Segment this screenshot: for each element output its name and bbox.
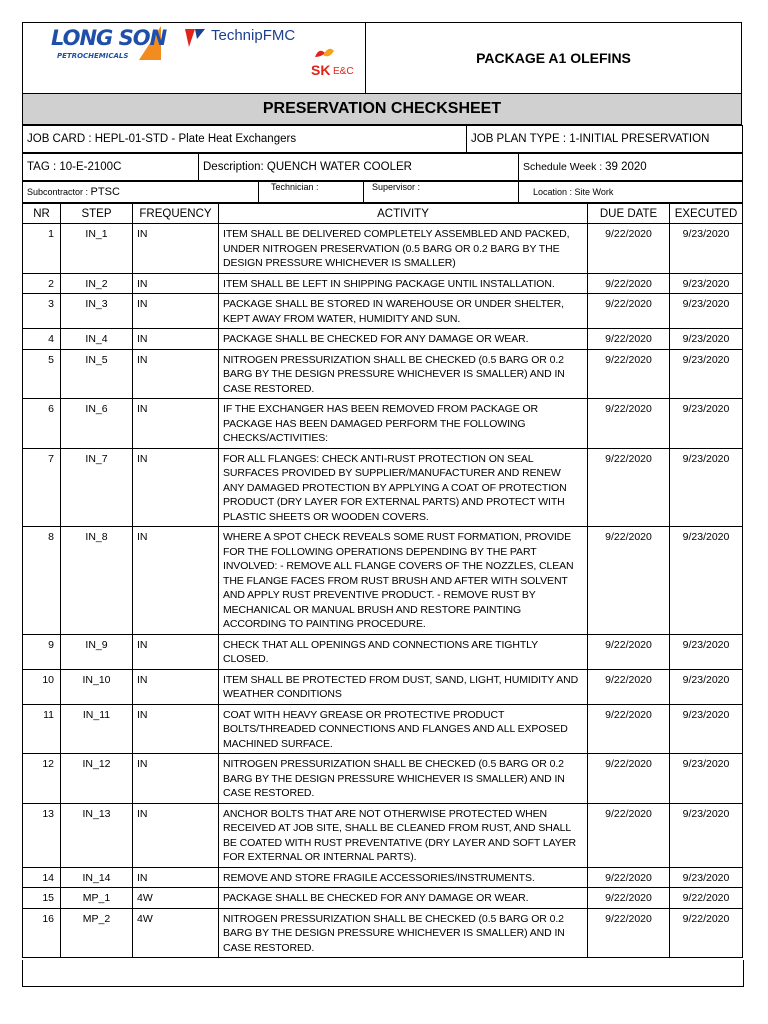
row-activity: NITROGEN PRESSURIZATION SHALL BE CHECKED (0.5 BARG OR 0.2 BARG BY THE DESIGN PRESSURE WHICHEVER IS SMALLER) AND IN CASE RESTORED. — [219, 908, 588, 958]
row-due-date: 9/22/2020 — [588, 754, 670, 804]
row-activity: ANCHOR BOLTS THAT ARE NOT OTHERWISE PROTECTED WHEN RECEIVED AT JOB SITE, SHALL BE CLEANED FROM RUST, AND SHALL BE COATED WITH RUST PREVENTATIVE (DRY LAYER AND SOFT LAYER FOR EXTERNAL OR INTERNAL PARTS). — [219, 803, 588, 867]
row-nr: 3 — [23, 294, 61, 329]
location-field: Location : Site Work — [519, 182, 743, 203]
technipfmc-mark-icon — [183, 25, 209, 49]
row-nr: 13 — [23, 803, 61, 867]
table-row — [23, 527, 743, 635]
row-step: IN_6 — [61, 399, 133, 449]
row-due-date: 9/22/2020 — [588, 329, 670, 350]
row-activity: ITEM SHALL BE LEFT IN SHIPPING PACKAGE UNTIL INSTALLATION. — [219, 273, 588, 294]
table-row — [23, 754, 743, 804]
row-due-date: 9/22/2020 — [588, 888, 670, 909]
row-step: IN_10 — [61, 669, 133, 704]
technipfmc-logo — [183, 25, 343, 49]
table-row — [23, 908, 743, 958]
sheet-header — [22, 22, 742, 93]
row-nr: 15 — [23, 888, 61, 909]
blank-footer-row — [22, 960, 744, 987]
row-executed: 9/23/2020 — [670, 294, 743, 329]
row-step: IN_11 — [61, 704, 133, 754]
row-nr: 5 — [23, 349, 61, 399]
row-frequency: IN — [133, 803, 219, 867]
subcontractor-label: Subcontractor : — [27, 187, 91, 197]
row-due-date: 9/22/2020 — [588, 908, 670, 958]
col-nr: NR — [23, 204, 61, 224]
table-row — [23, 294, 743, 329]
col-due-date: DUE DATE — [588, 204, 670, 224]
table-row — [23, 867, 743, 888]
row-due-date: 9/22/2020 — [588, 867, 670, 888]
table-row — [23, 399, 743, 449]
row-executed: 9/23/2020 — [670, 704, 743, 754]
row-frequency: IN — [133, 704, 219, 754]
activity-table — [22, 203, 743, 958]
table-row — [23, 448, 743, 527]
schedule-value: 39 2020 — [605, 161, 647, 173]
col-activity: ACTIVITY — [219, 204, 588, 224]
sk-wordmark: SK — [311, 62, 331, 78]
row-activity: CHECK THAT ALL OPENINGS AND CONNECTIONS ARE TIGHTLY CLOSED. — [219, 634, 588, 669]
row-due-date: 9/22/2020 — [588, 349, 670, 399]
longson-wordmark: LONG SON — [51, 26, 167, 50]
row-activity: PACKAGE SHALL BE STORED IN WAREHOUSE OR UNDER SHELTER, KEPT AWAY FROM WATER, HUMIDITY AND SUN. — [219, 294, 588, 329]
subcontractor-value: PTSC — [90, 186, 120, 198]
logo-area — [23, 23, 366, 93]
row-nr: 14 — [23, 867, 61, 888]
row-executed: 9/22/2020 — [670, 908, 743, 958]
sk-ec-logo — [305, 47, 365, 87]
technipfmc-wordmark: TechnipFMC — [211, 27, 296, 44]
row-step: IN_3 — [61, 294, 133, 329]
row-executed: 9/23/2020 — [670, 867, 743, 888]
info-table-2 — [22, 153, 743, 181]
supervisor-field: Supervisor : — [364, 182, 519, 203]
row-step: MP_1 — [61, 888, 133, 909]
row-frequency: IN — [133, 669, 219, 704]
row-step: IN_5 — [61, 349, 133, 399]
row-executed: 9/23/2020 — [670, 448, 743, 527]
row-due-date: 9/22/2020 — [588, 634, 670, 669]
col-step: STEP — [61, 204, 133, 224]
row-activity: PACKAGE SHALL BE CHECKED FOR ANY DAMAGE OR WEAR. — [219, 888, 588, 909]
row-frequency: 4W — [133, 908, 219, 958]
table-row — [23, 634, 743, 669]
col-frequency: FREQUENCY — [133, 204, 219, 224]
table-row — [23, 803, 743, 867]
row-step: IN_7 — [61, 448, 133, 527]
row-nr: 12 — [23, 754, 61, 804]
info-table — [22, 125, 743, 153]
row-frequency: IN — [133, 754, 219, 804]
row-nr: 11 — [23, 704, 61, 754]
row-frequency: IN — [133, 329, 219, 350]
subcontractor-field — [23, 182, 259, 203]
row-activity: IF THE EXCHANGER HAS BEEN REMOVED FROM PACKAGE OR PACKAGE HAS BEEN DAMAGED PERFORM THE FOLLOWING CHECKS/ACTIVITIES: — [219, 399, 588, 449]
row-activity: PACKAGE SHALL BE CHECKED FOR ANY DAMAGE OR WEAR. — [219, 329, 588, 350]
row-executed: 9/23/2020 — [670, 349, 743, 399]
sheet-title: PRESERVATION CHECKSHEET — [22, 93, 742, 125]
row-step: IN_4 — [61, 329, 133, 350]
job-plan-type: JOB PLAN TYPE : 1-INITIAL PRESERVATION — [467, 126, 743, 153]
info-table-3 — [22, 181, 743, 203]
row-frequency: 4W — [133, 888, 219, 909]
table-row — [23, 273, 743, 294]
row-activity: NITROGEN PRESSURIZATION SHALL BE CHECKED (0.5 BARG OR 0.2 BARG BY THE DESIGN PRESSURE WHICHEVER IS SMALLER) AND IN CASE RESTORED. — [219, 754, 588, 804]
row-executed: 9/23/2020 — [670, 754, 743, 804]
row-due-date: 9/22/2020 — [588, 803, 670, 867]
row-executed: 9/23/2020 — [670, 224, 743, 274]
longson-subtitle: PETROCHEMICALS — [57, 52, 129, 60]
table-row — [23, 888, 743, 909]
schedule-label: Schedule Week : — [523, 161, 606, 173]
row-activity: ITEM SHALL BE PROTECTED FROM DUST, SAND, LIGHT, HUMIDITY AND WEATHER CONDITIONS — [219, 669, 588, 704]
description-field: Description: QUENCH WATER COOLER — [199, 154, 519, 181]
ec-wordmark: E&C — [333, 66, 354, 77]
row-due-date: 9/22/2020 — [588, 527, 670, 635]
row-nr: 7 — [23, 448, 61, 527]
tag-field: TAG : 10-E-2100C — [23, 154, 199, 181]
row-step: IN_13 — [61, 803, 133, 867]
table-row — [23, 704, 743, 754]
row-due-date: 9/22/2020 — [588, 448, 670, 527]
row-frequency: IN — [133, 399, 219, 449]
row-executed: 9/23/2020 — [670, 329, 743, 350]
row-step: IN_8 — [61, 527, 133, 635]
row-executed: 9/23/2020 — [670, 399, 743, 449]
row-due-date: 9/22/2020 — [588, 399, 670, 449]
row-nr: 6 — [23, 399, 61, 449]
row-nr: 16 — [23, 908, 61, 958]
row-nr: 8 — [23, 527, 61, 635]
row-frequency: IN — [133, 349, 219, 399]
row-frequency: IN — [133, 634, 219, 669]
row-step: MP_2 — [61, 908, 133, 958]
row-activity: FOR ALL FLANGES: CHECK ANTI-RUST PROTECTION ON SEAL SURFACES PROVIDED BY SUPPLIER/MANUFACTURER AND RENEW ANY DAMAGED PROTECTION BY APPLYING A COAT OF PROTECTION PRODUCT (DRY LAYER FOR EXTERNAL PARTS) AND PROTECT WITH PLASTIC SHEETS OR WOODEN COVERS. — [219, 448, 588, 527]
row-frequency: IN — [133, 867, 219, 888]
table-row — [23, 349, 743, 399]
row-nr: 2 — [23, 273, 61, 294]
row-due-date: 9/22/2020 — [588, 224, 670, 274]
row-nr: 1 — [23, 224, 61, 274]
row-due-date: 9/22/2020 — [588, 273, 670, 294]
sk-butterfly-icon — [313, 47, 335, 63]
row-frequency: IN — [133, 273, 219, 294]
table-row — [23, 224, 743, 274]
checksheet — [22, 22, 742, 958]
row-step: IN_1 — [61, 224, 133, 274]
row-due-date: 9/22/2020 — [588, 669, 670, 704]
row-frequency: IN — [133, 224, 219, 274]
row-nr: 10 — [23, 669, 61, 704]
row-activity: REMOVE AND STORE FRAGILE ACCESSORIES/INSTRUMENTS. — [219, 867, 588, 888]
row-executed: 9/23/2020 — [670, 273, 743, 294]
row-frequency: IN — [133, 448, 219, 527]
schedule-week — [519, 154, 743, 181]
table-header-row — [23, 204, 743, 224]
row-step: IN_14 — [61, 867, 133, 888]
row-activity: WHERE A SPOT CHECK REVEALS SOME RUST FORMATION, PROVIDE FOR THE FOLLOWING OPERATIONS DEPENDING BY THE PART INVOLVED: - REMOVE ALL FLANGE COVERS OF THE NOZZLES, CLEAN THE FLANGE FACES FROM RUST BRUSH AND AFTER WITH SOLVENT AND APPLY RUST PREVENTIVE PRODUCT. - REMOVE RUST BY MECHANICAL OR MANUAL BRUSH AND RESTORE PAINTING ACCORDING TO PAINTING PROCEDURE. — [219, 527, 588, 635]
row-activity: ITEM SHALL BE DELIVERED COMPLETELY ASSEMBLED AND PACKED, UNDER NITROGEN PRESERVATION (0.5 BARG OR 0.2 BARG BY THE DESIGN PRESSURE WHICHEVER IS SMALLER) — [219, 224, 588, 274]
row-due-date: 9/22/2020 — [588, 294, 670, 329]
row-activity: NITROGEN PRESSURIZATION SHALL BE CHECKED (0.5 BARG OR 0.2 BARG BY THE DESIGN PRESSURE WHICHEVER IS SMALLER) AND IN CASE RESTORED. — [219, 349, 588, 399]
row-activity: COAT WITH HEAVY GREASE OR PROTECTIVE PRODUCT BOLTS/THREADED CONNECTIONS AND FLANGES AND ALL EXPOSED MACHINED SURFACE. — [219, 704, 588, 754]
technician-field: Technician : — [259, 182, 364, 203]
row-nr: 9 — [23, 634, 61, 669]
col-executed: EXECUTED — [670, 204, 743, 224]
row-nr: 4 — [23, 329, 61, 350]
row-due-date: 9/22/2020 — [588, 704, 670, 754]
table-row — [23, 669, 743, 704]
row-frequency: IN — [133, 294, 219, 329]
row-executed: 9/23/2020 — [670, 527, 743, 635]
longson-logo — [47, 26, 187, 66]
row-step: IN_12 — [61, 754, 133, 804]
row-executed: 9/23/2020 — [670, 803, 743, 867]
row-step: IN_9 — [61, 634, 133, 669]
package-title: PACKAGE A1 OLEFINS — [476, 50, 631, 66]
row-frequency: IN — [133, 527, 219, 635]
table-row — [23, 329, 743, 350]
row-step: IN_2 — [61, 273, 133, 294]
row-executed: 9/22/2020 — [670, 888, 743, 909]
row-executed: 9/23/2020 — [670, 634, 743, 669]
row-executed: 9/23/2020 — [670, 669, 743, 704]
job-card: JOB CARD : HEPL-01-STD - Plate Heat Exchangers — [23, 126, 467, 153]
